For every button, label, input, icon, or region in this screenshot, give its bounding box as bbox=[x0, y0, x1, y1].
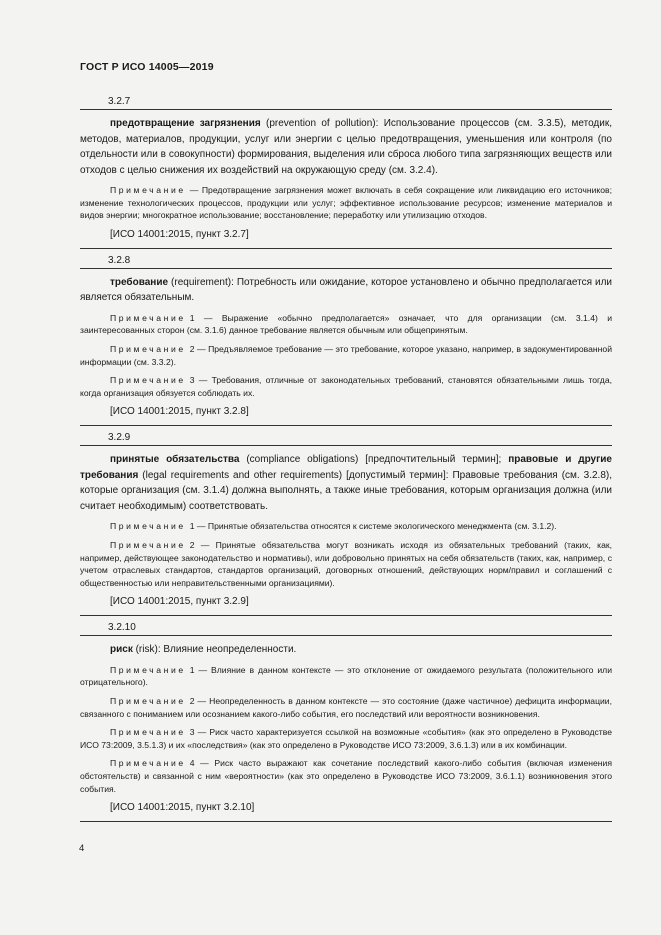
source-reference: [ИСО 14001:2015, пункт 3.2.9] bbox=[110, 596, 249, 608]
note-label: Примечание bbox=[110, 696, 186, 706]
note-label: Примечание bbox=[110, 312, 186, 323]
note bbox=[80, 312, 612, 337]
note bbox=[80, 539, 612, 589]
note-text: — Предотвращение загрязнения может включать в себя сокращение или ликвидацию его источников; изменение технологических процессов, продукции или услуг; эффективное использование ресурсов; изменение материалов и видов энергии; многократное использование; восстановление; переработку или утилизацию отходов. bbox=[80, 185, 612, 221]
term: риск bbox=[110, 644, 133, 656]
term-entry bbox=[80, 253, 612, 427]
note bbox=[80, 184, 612, 222]
note-label: Примечание bbox=[110, 521, 186, 532]
entry-number: 3.2.9 bbox=[108, 432, 131, 444]
note bbox=[80, 664, 612, 689]
document-body bbox=[80, 94, 612, 826]
note bbox=[80, 343, 612, 368]
page-number: 4 bbox=[79, 843, 85, 854]
note-label: Примечание bbox=[110, 664, 186, 675]
term-entry bbox=[80, 94, 612, 249]
note-text: 2 — Неопределенность в данном контексте — это состояние (даже частичное) дефицита информации, связанного с пониманием или осознанием какого-либо события, его последствий или вероятности возникновения. bbox=[80, 696, 612, 719]
note bbox=[80, 726, 612, 751]
entry-box bbox=[80, 635, 612, 822]
entry-number: 3.2.10 bbox=[108, 622, 136, 634]
entry-box bbox=[80, 109, 612, 249]
note-text: 1 — Влияние в данном контексте — это отклонение от ожидаемого результата (положительного или отрицательного). bbox=[80, 664, 612, 688]
entry-number: 3.2.7 bbox=[108, 96, 131, 107]
definition-text: (requirement): Потребность или ожидание, которое установлено и обычно предполагается или является обязательным. bbox=[80, 276, 612, 304]
definition-text: (legal requirements and other requirements) [допустимый термин]: Правовые требования (см. 3.2.8), которые организация (см. 3.1.4) должна выполнять, а также иные требования, которым организация должна (или считает необходимым) соответствовать. bbox=[80, 469, 612, 512]
source-reference: [ИСО 14001:2015, пункт 3.2.8] bbox=[110, 406, 249, 418]
note-label: Примечание bbox=[110, 185, 186, 195]
term-entry bbox=[80, 430, 612, 616]
note-text: 4 — Риск часто выражают как сочетание последствий какого-либо события (включая изменения обстоятельств) и связанной с ним «вероятности» (как это определено в Руководстве ИСО 73:2009, 3.6.1.1) возникновения этого события. bbox=[80, 758, 612, 794]
entry-box bbox=[80, 445, 612, 616]
note-text: 1 — Принятые обязательства относятся к системе экологического менеджмента (см. 3.1.2). bbox=[189, 521, 557, 532]
definition-text: (risk): Влияние неопределенности. bbox=[132, 644, 297, 656]
entry-box bbox=[80, 268, 612, 427]
definition-text: (compliance obligations) [предпочтительный термин]; bbox=[239, 454, 509, 466]
entry-number: 3.2.8 bbox=[108, 254, 131, 266]
note-text: 2 — Принятые обязательства могут возникать исходя из обязательных требований (таких, как, например, действующее законодательство и нормативы), или добровольно принятых на себя обязательств (таких, как, например, с учетом отраслевых стандартов, стандартов организаций, договорных отношений, действующих норм/правил и соглашений с общественностью или неправительственными организациями). bbox=[80, 539, 612, 588]
note-label: Примечание bbox=[110, 343, 186, 354]
definition bbox=[80, 116, 612, 178]
term: предотвращение загрязнения bbox=[110, 118, 261, 129]
note-label: Примечание bbox=[110, 375, 186, 386]
note bbox=[80, 757, 612, 795]
page-header: ГОСТ Р ИСО 14005—2019 bbox=[80, 61, 214, 73]
note bbox=[80, 695, 612, 720]
definition bbox=[80, 452, 612, 514]
note-label: Примечание bbox=[110, 539, 186, 550]
note-text: 2 — Предъявляемое требование — это требование, которое указано, например, в задокументированной информации (см. 3.3.2). bbox=[80, 343, 612, 367]
note-label: Примечание bbox=[110, 727, 186, 738]
note-text: 3 — Требования, отличные от законодательных требований, становятся обязательными лишь тогда, когда организация обязуется соблюдать их. bbox=[80, 375, 612, 398]
term-entry bbox=[80, 620, 612, 822]
definition bbox=[80, 642, 612, 658]
term: принятые обязательства bbox=[110, 454, 240, 466]
definition-text: (prevention of pollution): Использование процессов (см. 3.3.5), методик, методов, материалов, продукции, услуг или энергии с целью предотвращения, уменьшения или контроля (по отдельности или в совокупности) формирования, выделения или сброса любого типа загрязняющих веществ или отходов с целью снижения их воздействий на окружающую среду (см. 3.2.4). bbox=[80, 118, 612, 176]
term-alternative: правовые и другие требования bbox=[80, 454, 612, 481]
note bbox=[80, 374, 612, 399]
note-label: Примечание bbox=[110, 758, 186, 769]
source-reference: [ИСО 14001:2015, пункт 3.2.7] bbox=[110, 228, 249, 240]
note-text: 3 — Риск часто характеризуется ссылкой на возможные «события» (как это определено в Руководстве ИСО 73:2009, 3.5.1.3) и их «последствия» (как это определено в Руководстве ИСО 73:2009, 3.6.1.3) или в их комбинации. bbox=[80, 727, 612, 750]
note bbox=[80, 520, 612, 533]
note-text: 1 — Выражение «обычно предполагается» означает, что для организации (см. 3.1.4) и заинтересованных сторон (см. 3.1.6) данное требование является обычным или общепринятым. bbox=[80, 312, 612, 336]
definition bbox=[80, 275, 612, 306]
source-reference: [ИСО 14001:2015, пункт 3.2.10] bbox=[110, 802, 255, 814]
term: требование bbox=[110, 276, 169, 288]
